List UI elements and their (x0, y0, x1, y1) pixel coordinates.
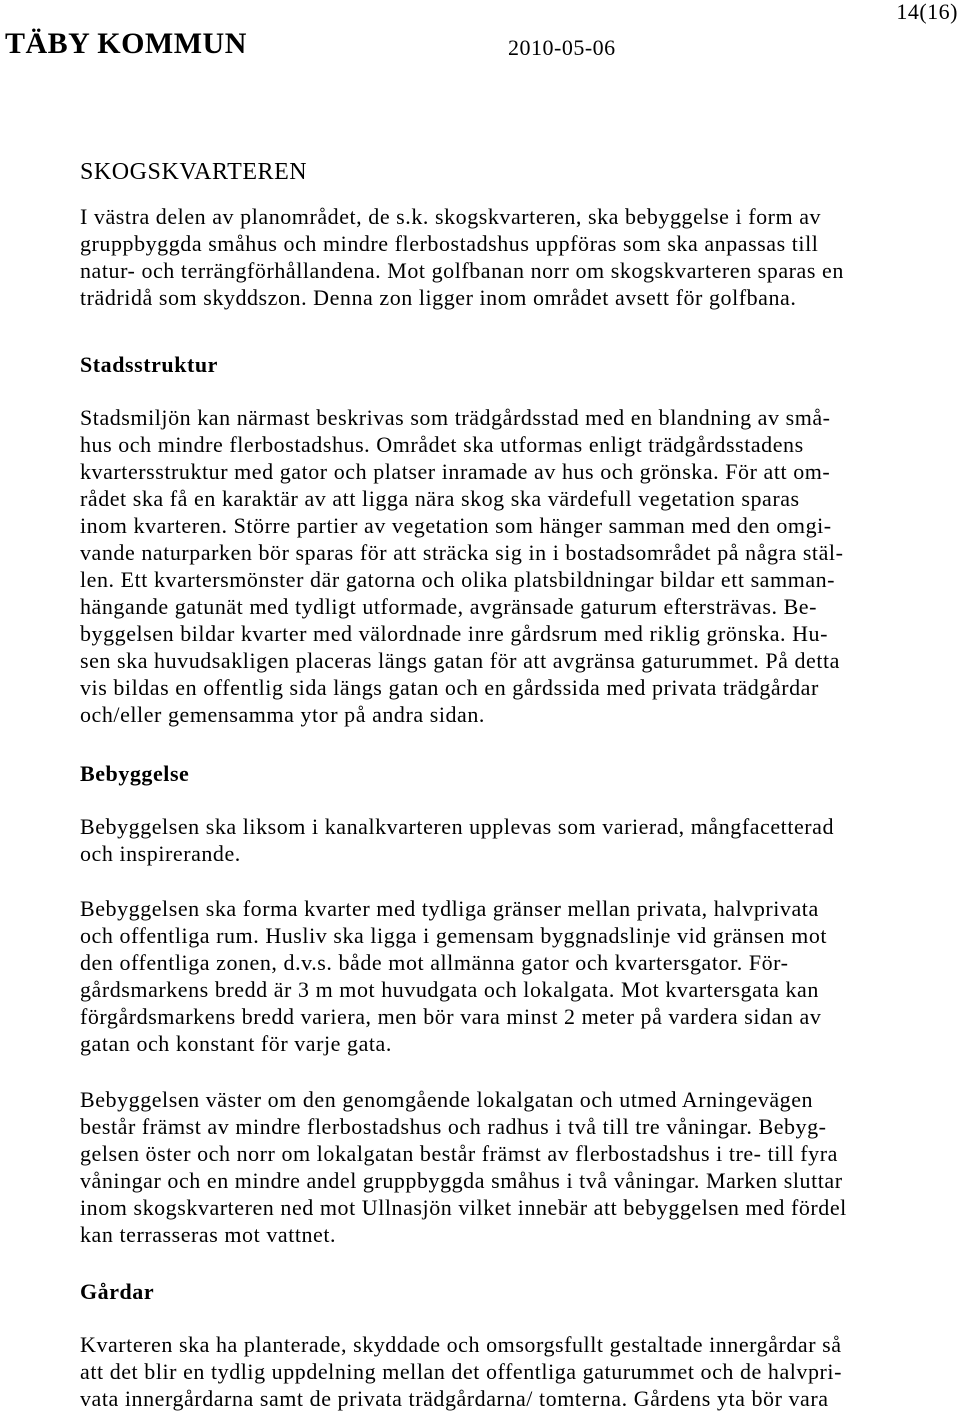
text-line: kan terrasseras mot vattnet. (80, 1222, 337, 1247)
text-line: vis bildas en offentlig sida längs gatan och en gårdssida med privata trädgårdar (80, 675, 819, 700)
page-number: 14(16) (896, 0, 958, 24)
text-line: består främst av mindre flerbostadshus och radhus i två till tre våningar. Bebyg- (80, 1114, 827, 1139)
text-line: gelsen öster och norr om lokalgatan består främst av flerbostadshus i tre- till fyra (80, 1141, 838, 1166)
text-line: hängande gatunät med tydligt utformade, avgränsade gaturum eftersträvas. Be- (80, 594, 817, 619)
text-line: och offentliga rum. Husliv ska ligga i gemensam byggnadslinje vid gränsen mot (80, 923, 828, 948)
text-line: sen ska huvudsakligen placeras längs gatan för att avgränsa gaturummet. På detta (80, 648, 840, 673)
subheading-gardar: Gårdar (80, 1279, 155, 1304)
text-line: gatan och konstant för varje gata. (80, 1031, 392, 1056)
text-line: den offentliga zonen, d.v.s. både mot allmänna gator och kvartersgator. För- (80, 950, 789, 975)
bebyggelse-paragraph (80, 1086, 847, 1248)
organization-name: TÄBY KOMMUN (5, 27, 247, 60)
text-line: trädridå som skyddszon. Denna zon ligger inom området avsett för golfbana. (80, 285, 797, 310)
text-line: I västra delen av planområdet, de s.k. skogskvarteren, ska bebyggelse i form av (80, 204, 822, 229)
intro-paragraph (80, 203, 844, 311)
text-line: hus och mindre flerbostadshus. Området ska utformas enligt trädgårdsstadens (80, 432, 804, 457)
text-line: gruppbyggda småhus och mindre flerbostadshus uppföras som ska anpassas till (80, 231, 819, 256)
text-line: Stadsmiljön kan närmast beskrivas som trädgårdsstad med en blandning av små- (80, 405, 831, 430)
text-line: Bebyggelsen väster om den genomgående lokalgatan och utmed Arningevägen (80, 1087, 814, 1112)
text-line: Bebyggelsen ska forma kvarter med tydliga gränser mellan privata, halvprivata (80, 896, 819, 921)
text-line: vata innergårdarna samt de privata trädgårdarna/ tomterna. Gårdens yta bör vara (80, 1386, 829, 1411)
text-line: och inspirerande. (80, 841, 241, 866)
text-line: natur- och terrängförhållandena. Mot golfbanan norr om skogskvarteren sparas en (80, 258, 844, 283)
text-line: förgårdsmarkens bredd variera, men bör vara minst 2 meter på vardera sidan av (80, 1004, 822, 1029)
bebyggelse-paragraph (80, 813, 834, 867)
section-title: SKOGSKVARTEREN (80, 159, 308, 185)
text-line: Kvarteren ska ha planterade, skyddade och omsorgsfullt gestaltade innergårdar så (80, 1332, 842, 1357)
document-date: 2010-05-06 (508, 35, 616, 60)
text-line: våningar och en mindre andel gruppbyggda småhus i två våningar. Marken sluttar (80, 1168, 843, 1193)
text-line: vande naturparken bör sparas för att sträcka sig in i bostadsområdet på några stäl- (80, 540, 844, 565)
stadsstruktur-paragraph (80, 404, 843, 728)
text-line: kvartersstruktur med gator och platser inramade av hus och grönska. För att om- (80, 459, 831, 484)
text-line: och/eller gemensamma ytor på andra sidan. (80, 702, 485, 727)
gardar-paragraph (80, 1331, 842, 1412)
text-line: gårdsmarkens bredd är 3 m mot huvudgata och lokalgata. Mot kvartersgata kan (80, 977, 819, 1002)
bebyggelse-paragraph (80, 895, 827, 1057)
text-line: inom skogskvarteren ned mot Ullnasjön vilket innebär att bebyggelsen med fördel (80, 1195, 847, 1220)
text-line: rådet ska få en karaktär av att ligga nära skog ska värdefull vegetation sparas (80, 486, 800, 511)
text-line: Bebyggelsen ska liksom i kanalkvarteren upplevas som varierad, mångfacetterad (80, 814, 835, 839)
subheading-stadsstruktur: Stadsstruktur (80, 352, 218, 377)
text-line: inom kvarteren. Större partier av vegetation som hänger samman med den omgi- (80, 513, 832, 538)
text-line: att det blir en tydlig uppdelning mellan det offentliga gaturummet och de halvpri- (80, 1359, 842, 1384)
subheading-bebyggelse: Bebyggelse (80, 761, 190, 786)
text-line: len. Ett kvartersmönster där gatorna och olika platsbildningar bildar ett samman- (80, 567, 836, 592)
text-line: byggelsen bildar kvarter med välordnade inre gårdsrum med riklig grönska. Hu- (80, 621, 828, 646)
